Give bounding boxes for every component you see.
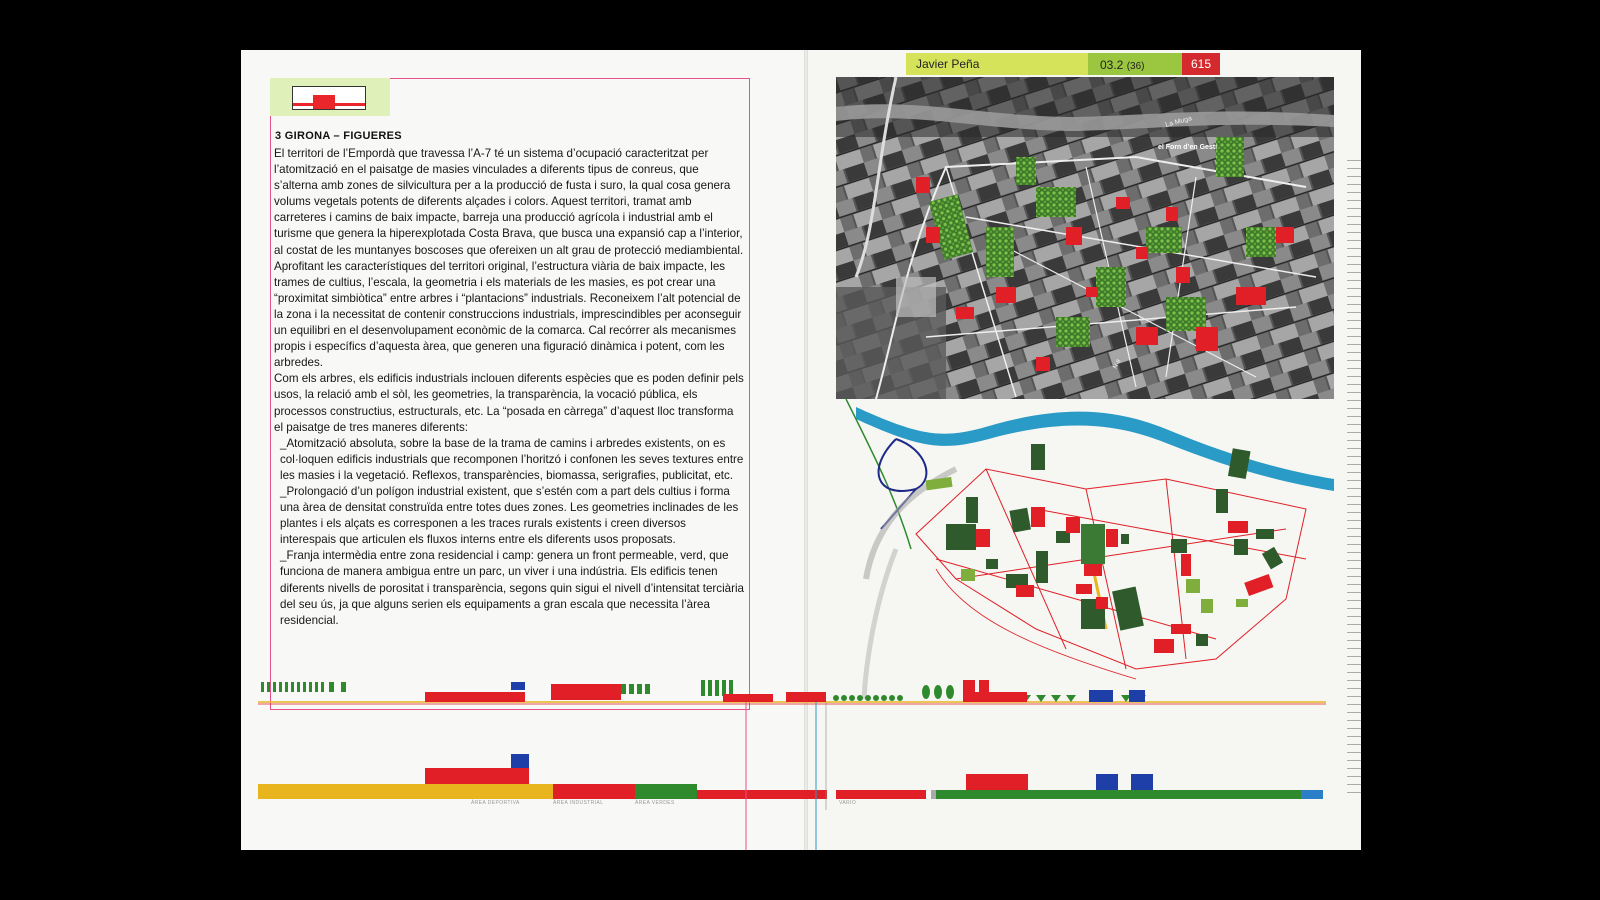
river-label: La Muga <box>1164 115 1193 129</box>
section-code: 03.2 <box>1100 58 1124 72</box>
body-text <box>274 146 744 629</box>
book-spread <box>241 50 1361 850</box>
site-plan-drawing <box>836 399 1334 709</box>
aerial-photo <box>836 77 1334 399</box>
place-label: el Forn d’en Gesti <box>1158 144 1218 151</box>
legend-area-deportiva: ÀREA DEPORTIVA <box>471 800 520 806</box>
thumbnail-diagram <box>292 86 366 110</box>
section-number <box>1088 53 1182 75</box>
section-heading: 3 GIRONA – FIGUERES <box>275 130 402 142</box>
section-elevation <box>241 670 1361 850</box>
legend-vario: VARIO <box>839 800 857 806</box>
section-thumbnail <box>270 78 390 116</box>
paragraph-4: _Prolongació d’un polígon industrial existent, que s’estén com a part dels cultius i forma una àrea de densitat construïda entre totes dues zones. Les geometries inclinades de les plantes i els alçats es corresponen a les traces rurals existents i creen diversos interespais que articulen els fluxos interns entre els diferents usos proposats. <box>280 484 739 547</box>
legend-area-industrial: ÀREA INDUSTRIAL <box>553 800 604 806</box>
road-label: N-II <box>1112 358 1123 370</box>
paragraph-5: _Franja intermèdia entre zona residencial i camp: genera un front permeable, verd, que funciona de manera ambigua entre un parc, un viver i una indústria. Els edificis tenen diferents nivells de porositat i transparència, segons quin sigui el nivell d’intensitat terciària del seu ús, ja que alguns serien els equipaments a gran escala que necessita l’àrea residencial. <box>280 549 744 627</box>
author-name: Javier Peña <box>906 53 1088 75</box>
paragraph-1: El territori de l’Empordà que travessa l’A-7 té un sistema d’ocupació caracteritzat per l’atomització en el paisatge de masies vinculades a diferents tipus de conreus, que s’alterna amb zones de silvicultura per a la producció de fusta i suro, la qual cosa genera volums vegetals potents de diferents alçades i colors. Aquest territori, tramat amb carreteres i camins de baix impacte, barreja una producció agrícola i industrial amb el turisme que genera la hiperexplotada Costa Brava, que busca una expansió cap a l’interior, al costat de les muntanyes boscoses que ofereixen un alt grau de protecció mediambiental. Aprofitant les característiques del territori original, l’estructura viària de baix impacte, les trames de cultius, l’escala, la geometria i els materials de les masies, es pot crear una “proximitat simbiòtica” entre arbres i “plantacions” industrials. Reconeixem l’alt potencial de la zona i la necessitat de contenir construccions industrials, imprescindibles per aconseguir un equilibri en el desenvolupament econòmic de la comarca. Cal recórrer als mecanismes propis i específics d’aquesta àrea, que generen una figuració dinàmica i potent, com les arbredes. <box>274 147 744 370</box>
section-sub: (36) <box>1126 61 1145 72</box>
paragraph-2: Com els arbres, els edificis industrials inclouen diferents espècies que es poden definir pels usos, la relació amb el sòl, les geometries, la transparència, la vocació pública, els processos constructius, estructurals, etc. La “posada en càrrega” d’aquest lloc transforma el paisatge de tres maneres diferents: <box>274 372 744 434</box>
site-plan <box>836 399 1334 709</box>
aerial-map <box>836 77 1334 399</box>
paragraph-3: _Atomització absoluta, sobre la base de la trama de camins i arbredes existents, on es col·loquen edificis industrials que recomponen l’horitzó i confonen les seves textures entre les masies i la vegetació. Reflexos, transparències, biomassa, serigrafies, publicitat, etc. <box>280 436 744 482</box>
section-strip <box>241 670 1361 850</box>
page-number: 615 <box>1182 53 1220 75</box>
legend-area-verdes: ÀREA VERDES <box>635 800 675 806</box>
thumbnail-block <box>313 95 335 109</box>
thumbnail-baseline <box>293 103 365 106</box>
